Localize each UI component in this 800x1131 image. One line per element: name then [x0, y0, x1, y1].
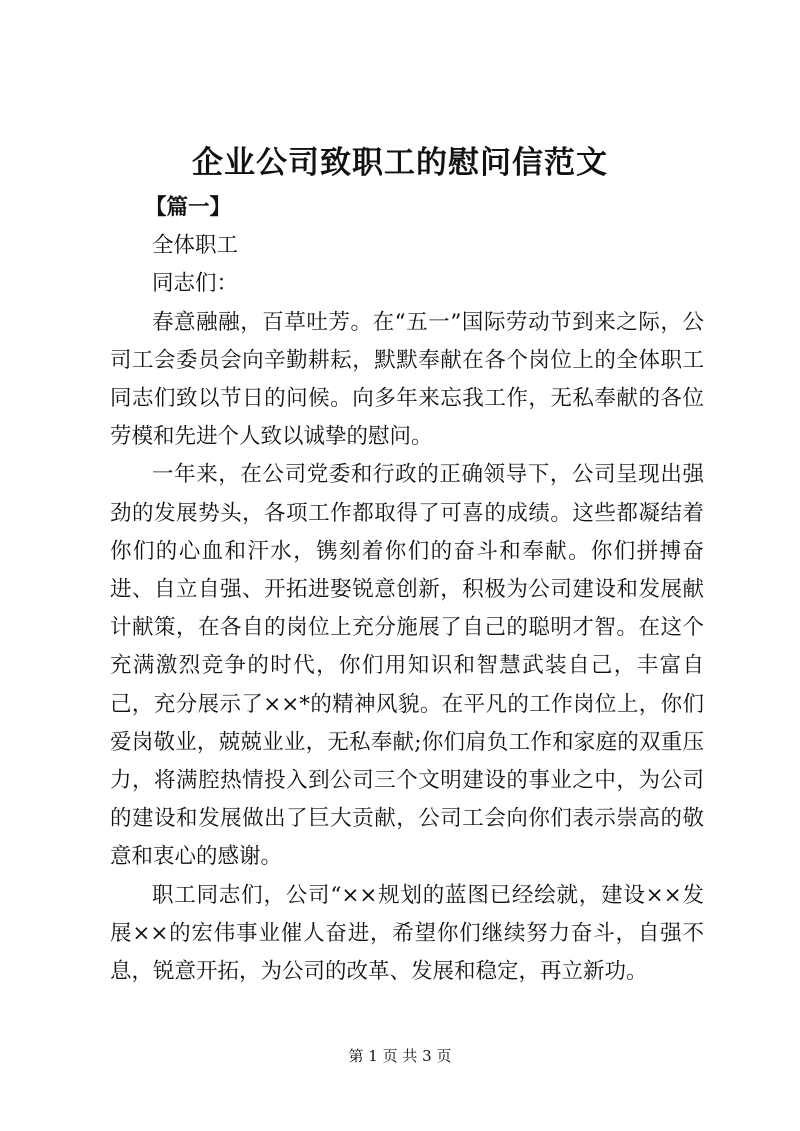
paragraph-3: 职工同志们，公司“××规划的蓝图已经绘就，建设××发展××的宏伟事业催人奋进，希望你们继续努力奋斗，自强不息，锐意开拓，为公司的改革、发展和稳定，再立新功。	[110, 882, 704, 985]
recipient-line: 全体职工	[152, 233, 239, 259]
paragraph-2: 一年来，在公司党委和行政的正确领导下，公司呈现出强劲的发展势头，各项工作都取得了可喜的成绩。这些都凝结着你们的心血和汗水，镌刻着你们的奋斗和奉献。你们拼搏奋进、自立自强、开拓进娶锐意创新，积极为公司建设和发展献计献策，在各自的岗位上充分施展了自己的聪明才智。在这个充满激烈竞争的时代，你们用知识和智慧武装自己，丰富自己，充分展示了××*的精神风貌。在平凡的工作岗位上，你们爱岗敬业，兢兢业业，无私奉献;你们肩负工作和家庭的双重压力，将满腔热情投入到公司三个文明建设的事业之中，为公司的建设和发展做出了巨大贡献，公司工会向你们表示崇高的敬意和衷心的感谢。	[110, 462, 704, 870]
page-footer: 第 1 页 共 3 页	[348, 1047, 452, 1065]
document-body	[110, 189, 704, 991]
section-label: 【篇一】	[145, 195, 232, 220]
document-title: 企业公司致职工的慰问信范文	[192, 145, 608, 181]
paragraph-1: 春意融融，百草吐芳。在“五一”国际劳动节到来之际，公司工会委员会向辛勤耕耘，默默奉献在各个岗位上的全体职工同志们致以节日的问候。向多年来忘我工作，无私奉献的各位劳模和先进个人致以诚挚的慰问。	[110, 309, 704, 450]
greeting-line: 同志们：	[152, 271, 239, 297]
